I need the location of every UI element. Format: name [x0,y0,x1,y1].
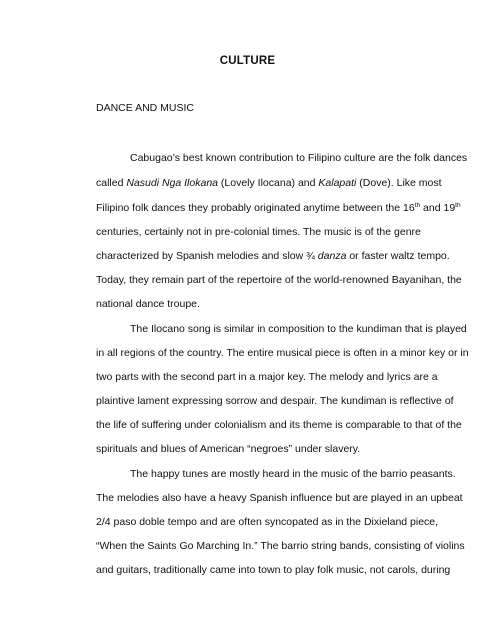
text-line: the life of suffering under colonialism and its theme is comparable to that of the [96,419,462,431]
text-line: centuries, certainly not in pre-colonial times. The music is of the genre [96,226,421,238]
page-title: CULTURE [219,55,276,67]
text-line: Today, they remain part of the repertoire of the world-renowned Bayanihan, the [96,274,462,286]
text-line: The melodies also have a heavy Spanish influence but are played in an upbeat [96,492,463,504]
dance-name-kalapati: Kalapati [318,177,357,189]
text-line: plaintive lament expressing sorrow and despair. The kundiman is reflective of [96,395,454,407]
dance-name-nasudi: Nasudi Nga Ilokana [126,177,218,189]
text-line: called Nasudi Nga Ilokana (Lovely Ilocana) and Kalapati (Dove). Like most [96,177,442,189]
text-line: The happy tunes are mostly heard in the music of the barrio peasants. [130,468,456,480]
text-line: The Ilocano song is similar in composition to the kundiman that is played [130,323,467,335]
text-line: two parts with the second part in a major key. The melody and lyrics are a [96,371,438,383]
text-line: national dance troupe. [96,298,200,310]
text-line: Filipino folk dances they probably originated anytime between the 16th and 19th [96,202,461,214]
text-line: Cabugao’s best known contribution to Filipino culture are the folk dances [130,152,468,164]
text-line: and guitars, traditionally came into town to play folk music, not carols, during [96,564,451,576]
text-line: characterized by Spanish melodies and slow ¾ danza or faster waltz tempo. [96,250,450,262]
text-line: in all regions of the country. The entire musical piece is often in a minor key or in [96,347,469,359]
text-line: “When the Saints Go Marching In.” The barrio string bands, consisting of violins [96,540,465,552]
text-line: 2/4 paso doble tempo and are often syncopated as in the Dixieland piece, [96,516,439,528]
text-line: spirituals and blues of American “negroes” under slavery. [96,443,361,455]
term-danza: danza [317,250,347,262]
section-heading: DANCE AND MUSIC [96,102,195,114]
